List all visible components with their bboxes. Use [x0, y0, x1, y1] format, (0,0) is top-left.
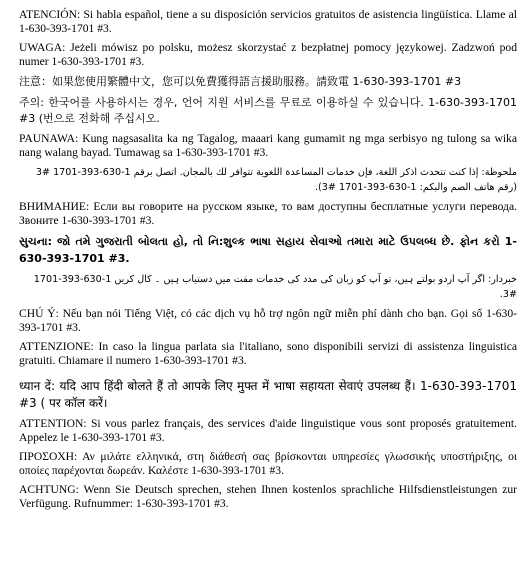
notice-greek: ΠΡΟΣΟΧΗ: Αν μιλάτε ελληνικά, στη διάθεσή σας βρίσκονται υπηρεσίες γλωσσικής υποστήριξης, οι οποίες παρέχονται δωρεάν. Καλέστε 1-630-393-1701 #3.: [19, 450, 517, 477]
notice-korean: 주의: 한국어를 사용하시는 경우, 언어 지원 서비스를 무료로 이용하실 수 있습니다. 1-630-393-1701 #3 (번으로 전화해 주십시오.: [19, 96, 517, 125]
notice-french: ATTENTION: Si vous parlez français, des services d'aide linguistique vous sont proposés gratuitement. Appelez le 1-630-393-1701 #3.: [19, 417, 517, 444]
notice-italian: ATTENZIONE: In caso la lingua parlata sia l'italiano, sono disponibili servizi di assistenza linguistica gratuiti. Chiamare il numero 1-630-393-1701 #3.: [19, 340, 517, 367]
notice-gujarati: સુચના: જો તમે ગુજરાતી બોલતા હો, તો નિ:શુલ્ક ભાષા સહાય સેવાઓ તમારા માટે ઉપલબ્ધ છે. ફોન કરો 1-630-393-1701 #3.: [19, 235, 517, 265]
notice-arabic: ملحوظة: إذا كنت تتحدث اذكر اللغة، فإن خدمات المساعدة اللغوية تتوافر لك بالمجان. اتصل برقم 1-630-393-1701 #3 (رقم هاتف الصم والبكم: 1-630-393-1701 #3).: [35, 167, 517, 193]
notice-german: ACHTUNG: Wenn Sie Deutsch sprechen, stehen Ihnen kostenlos sprachliche Hilfsdienstleistungen zur Verfügung. Rufnummer: 1-630-393-1701 #3.: [19, 483, 517, 510]
notice-russian: ВНИМАНИЕ: Если вы говорите на русском языке, то вам доступны бесплатные услуги перевода. Звоните 1-630-393-1701 #3.: [19, 200, 517, 227]
notice-spanish: ATENCIÓN: Si habla español, tiene a su disposición servicios gratuitos de asistencia lingüística. Llame al 1-630-393-1701 #3.: [19, 8, 517, 35]
notice-urdu: خبردار: اگر آپ اردو بولتے ہیں، تو آپ کو زبان کی مدد کی خدمات مفت میں دستیاب ہیں ۔ کال کریں 1-630-393-1701 #3.: [33, 274, 517, 300]
notice-hindi: ध्यान दें: यदि आप हिंदी बोलते हैं तो आपके लिए मुफ्त में भाषा सहायता सेवाएं उपलब्ध हैं। 1-630-393-1701 #3 ( पर कॉल करें।: [19, 379, 517, 410]
notice-vietnamese: CHÚ Ý: Nếu bạn nói Tiếng Việt, có các dịch vụ hỗ trợ ngôn ngữ miễn phí dành cho bạn. Gọi số 1-630-393-1701 #3.: [19, 307, 517, 334]
notice-tagalog: PAUNAWA: Kung nagsasalita ka ng Tagalog, maaari kang gumamit ng mga serbisyo ng tulong sa wika nang walang bayad. Tumawag sa 1-630-393-1701 #3.: [19, 132, 517, 159]
notice-chinese: 注意：如果您使用繁體中文，您可以免費獲得語言援助服務。請致電 1-630-393-1701 #3: [19, 75, 462, 88]
notice-polish: UWAGA: Jeżeli mówisz po polsku, możesz skorzystać z bezpłatnej pomocy językowej. Zadzwoń pod numer 1-630-393-1701 #3.: [19, 41, 517, 68]
